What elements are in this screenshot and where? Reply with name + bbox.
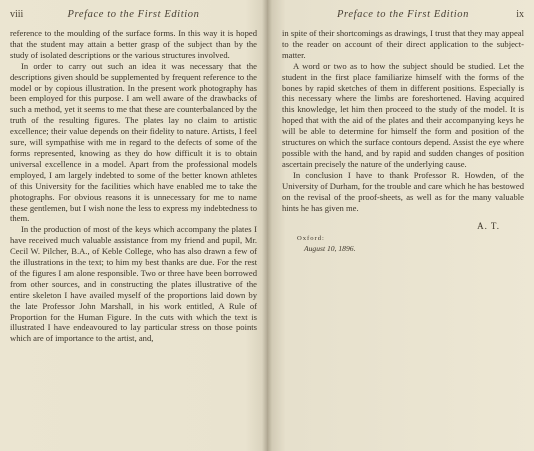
left-running-head: Preface to the First Edition xyxy=(67,9,200,20)
right-paragraph: A word or two as to how the subject should be studied. Let the student in the first place familiarize himself with the forms of the bones by rapid sketches of them in different positions. Especially is this necessary where the limbs are foreshortened. Having acquired this knowledge, let him then proceed to the study of the model. It is hoped that with the aid of the plates and their accompanying keys he will be able to determine for himself the form and position of the structures on which the surface contours depend. Assist the eye where possible with the hand, and by rapid and sudden changes of position ascertain precisely the nature of the underlying cause. xyxy=(282,60,524,169)
signature-date: August 10, 1896. xyxy=(304,244,356,254)
signature-place: Oxford: xyxy=(297,235,325,243)
left-page-number: viii xyxy=(10,9,24,20)
right-running-head: Preface to the First Edition xyxy=(337,9,469,20)
left-page-body xyxy=(10,28,257,344)
right-paragraph: in spite of their shortcomings as drawings, I trust that they may appeal to the reader on account of their direct application to the subject-matter. xyxy=(282,28,524,60)
left-paragraph: In order to carry out such an idea it was necessary that the descriptions given should be supplemented by frequent reference to the model or by copious illustration. In the present work photography has been employed for this purpose. I am well aware of the drawbacks of such a method, yet it seems to me that these are counterbalanced by the truth of the resulting figures. The plates lay no claim to artistic excellence; their value depends on their fidelity to nature. Artists, I feel sure, will sympathise with me in regard to the defects of some of the forms represented, knowing as they do how difficult it is to obtain universal excellence in a model. Apart from the professional models employed, I am largely indebted to some of the better known athletes of this University for the facilities which have enabled me to take the photographs. For obvious reasons it is unnecessary for me to name these gentlemen, but I wish none the less to express my indebtedness to them. xyxy=(10,60,257,224)
right-paragraph: In conclusion I have to thank Professor R. Howden, of the University of Durham, for the trouble and care which he has bestowed on the revisal of the proof-sheets, as well as for the many valuable hints he has given me. xyxy=(282,169,524,213)
right-page-body xyxy=(282,28,524,213)
left-paragraph: reference to the moulding of the surface forms. In this way it is hoped that the student may attain a better grasp of the subject than by the study of isolated descriptions or the various structures involved. xyxy=(10,28,257,60)
right-page-header xyxy=(282,8,524,21)
right-page xyxy=(267,0,534,451)
left-paragraph: In the production of most of the keys which accompany the plates I have received much valuable assistance from my friend and pupil, Mr. Cecil W. Pilcher, B.A., of Keble College, who has also drawn a few of the illustrations in the text; to him my best thanks are due. For the rest of the figures I am alone responsible. Two or three have been borrowed from other sources, and in constructing the plates illustrative of the entire skeleton I have availed myself of the proportions laid down by the late Professor John Marshall, in his work entitled, A Rule of Proportion for the Human Figure. In the cuts with which the text is illustrated I have endeavoured to lay particular stress on those points which are of importance to the artist, and, xyxy=(10,224,257,344)
left-page-header xyxy=(10,8,257,21)
right-page-number: ix xyxy=(516,9,524,20)
book-gutter xyxy=(262,0,272,451)
author-signature: A. T. xyxy=(477,221,500,232)
